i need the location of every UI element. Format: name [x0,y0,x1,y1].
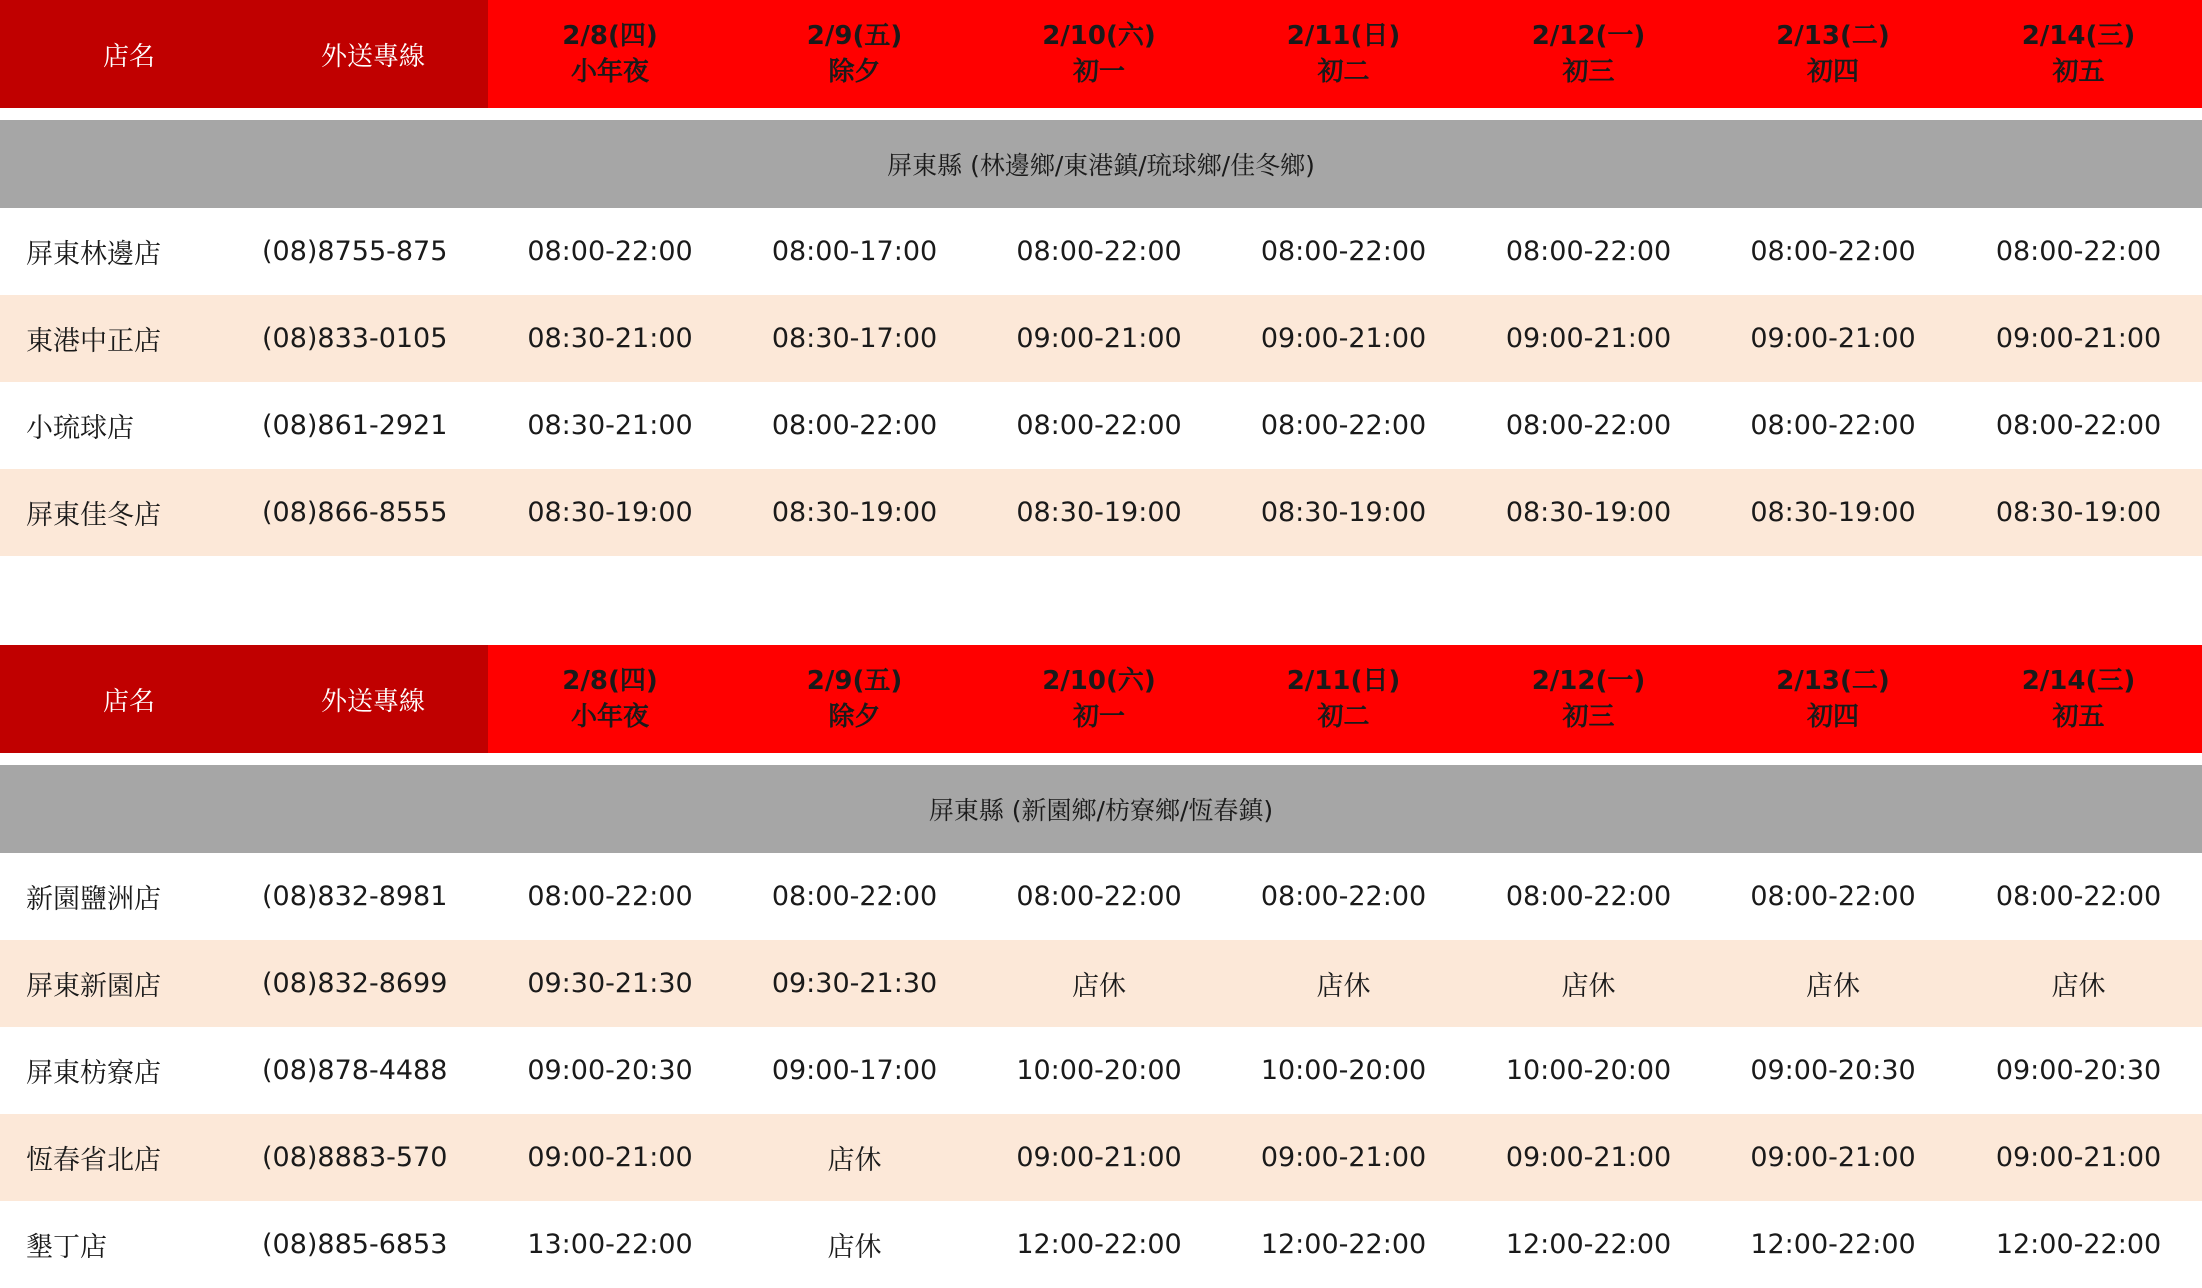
header-day: 2/11(日) 初二 [1221,0,1466,108]
hours-cell: 08:00-22:00 [1750,881,1916,912]
store-name: 恆春省北店 [26,1145,161,1176]
hours-cell: 09:00-20:30 [1750,1055,1916,1086]
hours-cell: 13:00-22:00 [527,1229,693,1260]
store-name: 屏東枋寮店 [26,1058,161,1089]
store-name: 屏東佳冬店 [26,500,161,531]
header-day: 2/8(四) 小年夜 [488,0,732,108]
hours-cell: 09:00-21:00 [1750,323,1916,354]
hours-cell: 09:00-21:00 [1750,1142,1916,1173]
region-banner: 屏東縣 (林邊鄉/東港鎮/琉球鄉/佳冬鄉) [0,120,2202,208]
store-phone: (08)833-0105 [262,323,448,354]
store-phone: (08)832-8699 [262,968,448,999]
hours-cell: 08:00-22:00 [527,881,693,912]
hours-cell: 09:00-21:00 [1016,323,1182,354]
hours-cell: 店休 [827,1145,882,1176]
store-phone: (08)861-2921 [262,410,448,441]
hours-cell: 08:00-22:00 [1995,410,2162,441]
hours-cell: 09:00-21:00 [1260,323,1427,354]
hours-cell: 08:00-22:00 [1016,236,1182,267]
header-gap [0,108,2202,120]
hours-cell: 店休 [827,1232,882,1263]
hours-cell: 08:00-22:00 [1016,881,1182,912]
hours-cell: 店休 [1806,971,1860,1002]
table-row [0,1114,2202,1201]
store-phone: (08)866-8555 [262,497,448,528]
hours-cell: 08:00-22:00 [1260,236,1427,267]
store-phone: (08)885-6853 [262,1229,448,1260]
hours-table-2 [0,645,2202,1288]
hours-cell: 08:30-21:00 [527,410,693,441]
hours-cell: 12:00-22:00 [1260,1229,1427,1260]
table-row [0,1201,2202,1288]
hours-cell: 10:00-20:00 [1505,1055,1672,1086]
hours-cell: 09:00-21:00 [1505,323,1672,354]
hours-cell: 08:00-22:00 [1750,410,1916,441]
hours-cell: 08:30-19:00 [1505,497,1672,528]
store-name: 屏東新園店 [26,971,161,1002]
hours-cell: 08:00-22:00 [1995,236,2162,267]
table-header [0,0,2202,108]
hours-cell: 08:00-22:00 [1505,881,1672,912]
hours-cell: 12:00-22:00 [1016,1229,1182,1260]
header-store-name: 店名 [0,0,258,108]
hours-cell: 08:00-22:00 [771,881,938,912]
hours-cell: 08:00-17:00 [771,236,938,267]
store-phone: (08)8883-570 [262,1142,448,1173]
header-day: 2/14(三) 初五 [1955,0,2202,108]
hours-table-1 [0,0,2202,556]
header-day: 2/9(五) 除夕 [732,0,977,108]
store-name: 屏東林邊店 [26,239,161,270]
store-name: 墾丁店 [26,1232,107,1263]
hours-cell: 店休 [1072,971,1126,1002]
hours-cell: 09:00-21:00 [1260,1142,1427,1173]
hours-cell: 10:00-20:00 [1260,1055,1427,1086]
hours-cell: 08:00-22:00 [1505,410,1672,441]
header-gap [0,753,2202,765]
hours-cell: 08:00-22:00 [1995,881,2162,912]
header-day: 2/13(二) 初四 [1711,645,1955,753]
region-banner: 屏東縣 (新園鄉/枋寮鄉/恆春鎮) [0,765,2202,853]
store-phone: (08)832-8981 [262,881,448,912]
hours-cell: 08:00-22:00 [1505,236,1672,267]
hours-cell: 08:00-22:00 [1016,410,1182,441]
hours-cell: 09:00-20:30 [527,1055,693,1086]
hours-cell: 08:00-22:00 [1260,410,1427,441]
hours-cell: 08:30-19:00 [1995,497,2162,528]
header-day: 2/10(六) 初一 [977,645,1221,753]
hours-cell: 08:30-17:00 [771,323,938,354]
header-day: 2/8(四) 小年夜 [488,645,732,753]
hours-cell: 08:30-19:00 [1016,497,1182,528]
header-day: 2/12(一) 初三 [1466,0,1711,108]
table-row [0,1027,2202,1114]
hours-cell: 店休 [2051,971,2106,1002]
hours-cell: 09:00-20:30 [1995,1055,2162,1086]
hours-cell: 08:00-22:00 [527,236,693,267]
hours-cell: 08:30-19:00 [527,497,693,528]
header-day: 2/10(六) 初一 [977,0,1221,108]
hours-cell: 12:00-22:00 [1995,1229,2162,1260]
hours-cell: 10:00-20:00 [1016,1055,1182,1086]
header-day: 2/14(三) 初五 [1955,645,2202,753]
hours-cell: 08:00-22:00 [1260,881,1427,912]
header-delivery-phone: 外送專線 [258,645,488,753]
hours-cell: 08:30-19:00 [771,497,938,528]
hours-cell: 店休 [1561,971,1616,1002]
hours-cell: 09:00-21:00 [527,1142,693,1173]
header-day: 2/12(一) 初三 [1466,645,1711,753]
hours-cell: 12:00-22:00 [1505,1229,1672,1260]
hours-cell: 08:00-22:00 [1750,236,1916,267]
hours-cell: 08:30-19:00 [1750,497,1916,528]
header-store-name: 店名 [0,645,258,753]
hours-cell: 08:30-19:00 [1260,497,1427,528]
store-name: 新園鹽洲店 [26,884,161,915]
table-row [0,940,2202,1027]
header-day: 2/11(日) 初二 [1221,645,1466,753]
hours-cell: 12:00-22:00 [1750,1229,1916,1260]
hours-cell: 08:30-21:00 [527,323,693,354]
store-name: 小琉球店 [26,413,134,444]
header-day: 2/13(二) 初四 [1711,0,1955,108]
hours-cell: 09:00-21:00 [1995,1142,2162,1173]
table-row [0,295,2202,382]
table-row [0,469,2202,556]
hours-cell: 09:00-21:00 [1016,1142,1182,1173]
store-phone: (08)878-4488 [262,1055,448,1086]
hours-cell: 09:30-21:30 [527,968,693,999]
hours-cell: 09:30-21:30 [771,968,938,999]
hours-cell: 09:00-21:00 [1505,1142,1672,1173]
store-name: 東港中正店 [26,326,161,357]
store-phone: (08)8755-875 [262,236,448,267]
table-row [0,208,2202,295]
hours-cell: 09:00-17:00 [771,1055,938,1086]
header-delivery-phone: 外送專線 [258,0,488,108]
hours-cell: 店休 [1316,971,1371,1002]
table-row [0,853,2202,940]
header-day: 2/9(五) 除夕 [732,645,977,753]
table-header [0,645,2202,753]
table-row [0,382,2202,469]
hours-cell: 09:00-21:00 [1995,323,2162,354]
hours-cell: 08:00-22:00 [771,410,938,441]
